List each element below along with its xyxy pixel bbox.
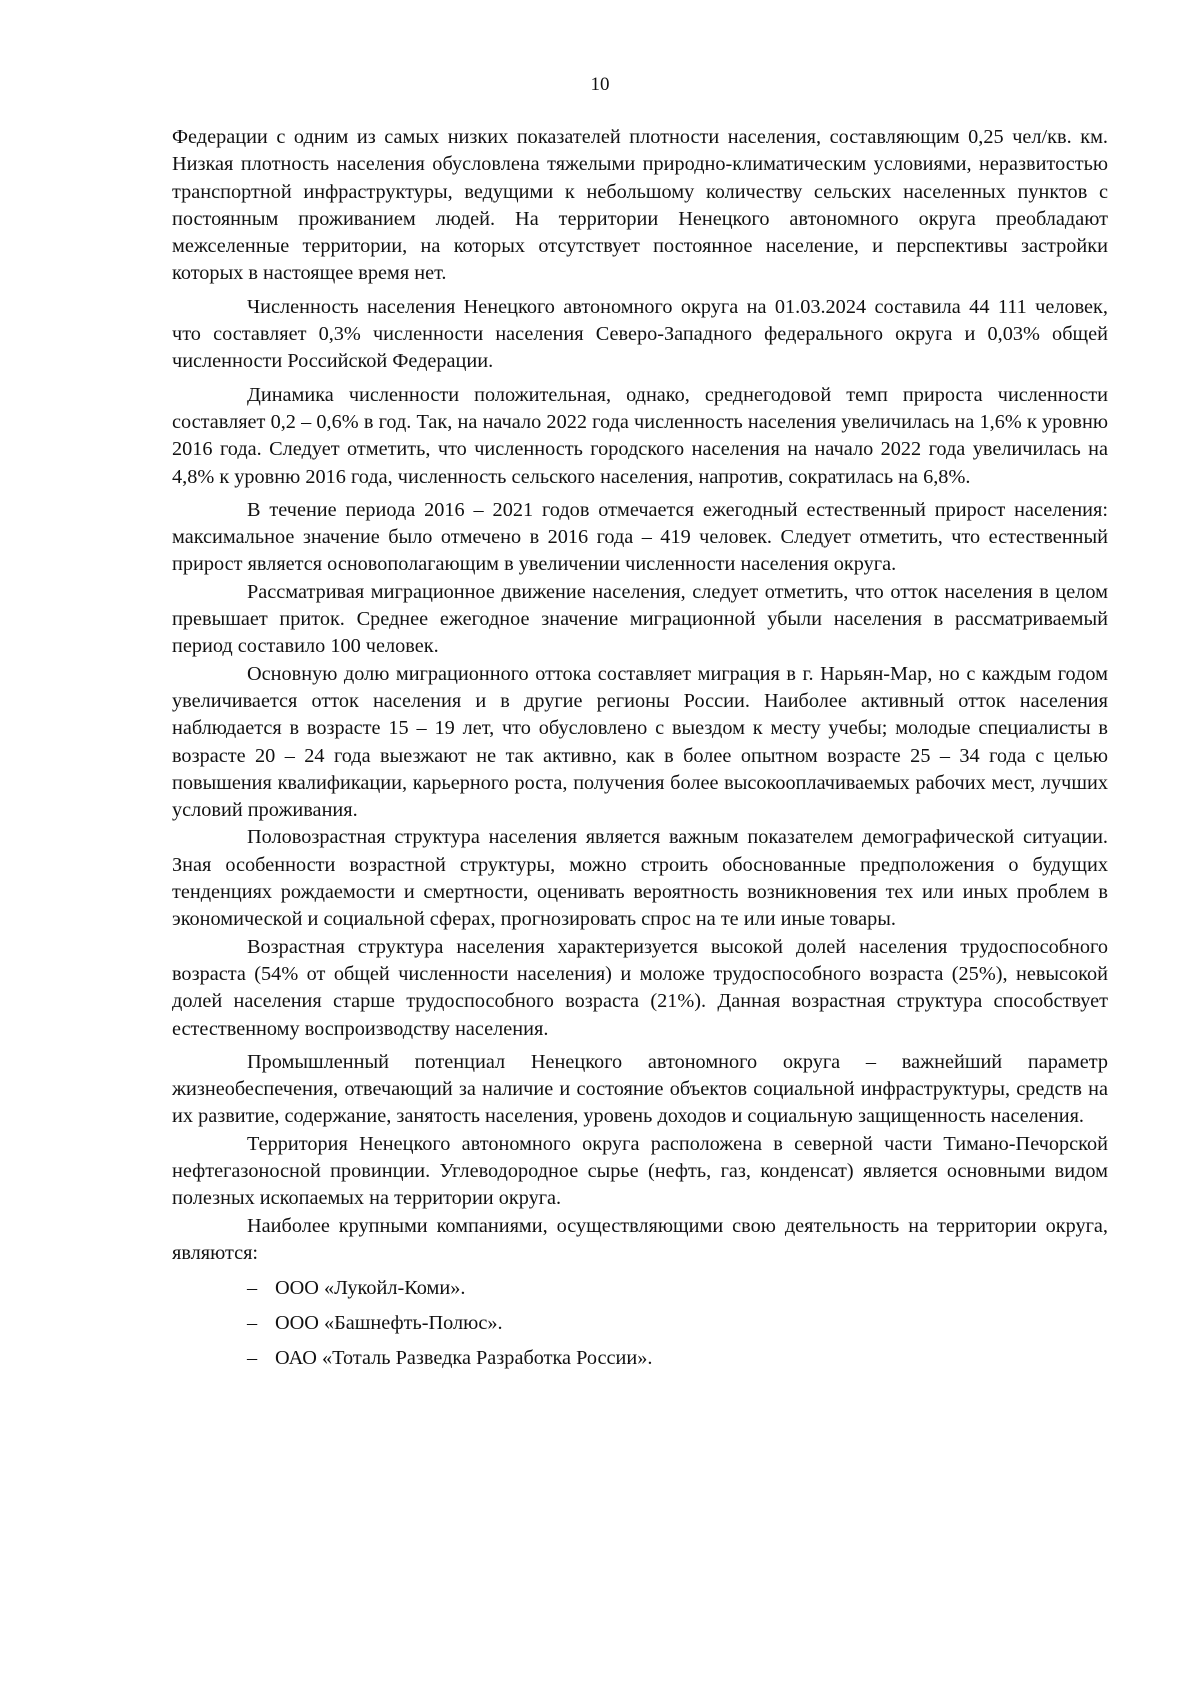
paragraph-age-sex-structure: Половозрастная структура населения является важным показателем демографической ситуации. Зная особенности возрастной структуры, можно строить обоснованные предположения о будущих тенденциях рождаемости и смертности, оценивать вероятность возникновения тех или иных проблем в экономической и социальной сферах, прогнозировать спрос на те или иные товары. — [172, 826, 1108, 931]
list-item — [172, 1345, 1108, 1372]
company-name: ОАО «Тоталь Разведка Разработка России». — [275, 1347, 653, 1370]
company-name: ООО «Лукойл-Коми». — [275, 1277, 466, 1300]
paragraph-companies-intro: Наиболее крупными компаниями, осуществляющими свою деятельность на территории округа, являются: — [172, 1214, 1108, 1264]
list-dash: – — [247, 1312, 258, 1335]
list-item — [172, 1310, 1108, 1337]
paragraph-population-density: Федерации с одним из самых низких показателей плотности населения, составляющим 0,25 чел/кв. км. Низкая плотность населения обусловлена тяжелыми природно-климатическим условиями, неразвитостью транспортной инфраструктуры, ведущими к небольшому количеству сельских населенных пунктов с постоянным проживанием людей. На территории Ненецкого автономного округа преобладают межселенные территории, на которых отсутствует постоянное население, и перспективы застройки которых в настоящее время нет. — [172, 126, 1108, 285]
paragraph-age-structure: Возрастная структура населения характеризуется высокой долей населения трудоспособного возраста (54% от общей численности населения) и моложе трудоспособного возраста (25%), невысокой долей населения старше трудоспособного возраста (21%). Данная возрастная структура способствует естественному воспроизводству населения. — [172, 935, 1108, 1040]
paragraph-natural-growth: В течение периода 2016 – 2021 годов отмечается ежегодный естественный прирост населения: максимальное значение было отмечено в 2016 года – 419 человек. Следует отметить, что естественный прирост является основополагающим в увеличении численности населения округа. — [172, 498, 1108, 576]
paragraph-population-dynamics: Динамика численности положительная, однако, среднегодовой темп прироста численности составляет 0,2 – 0,6% в год. Так, на начало 2022 года численность населения увеличилась на 1,6% к уровню 2016 года. Следует отметить, что численность городского населения на начало 2022 года увеличилась на 4,8% к уровню 2016 года, численность сельского населения, напротив, сократилась на 6,8%. — [172, 383, 1108, 488]
list-dash: – — [247, 1347, 258, 1370]
paragraph-migration: Рассматривая миграционное движение населения, следует отметить, что отток населения в целом превышает приток. Среднее ежегодное значение миграционной убыли населения в рассматриваемый период составило 100 человек. — [172, 580, 1108, 658]
page-number: 10 — [590, 74, 610, 95]
paragraph-population-count: Численность населения Ненецкого автономного округа на 01.03.2024 составила 44 111 человек, что составляет 0,3% численности населения Северо-Западного федерального округа и 0,03% общей численности Российской Федерации. — [172, 295, 1108, 373]
paragraph-industrial-potential: Промышленный потенциал Ненецкого автономного округа – важнейший параметр жизнеобеспечения, отвечающий за наличие и состояние объектов социальной инфраструктуры, средств на их развитие, содержание, занятость населения, уровень доходов и социальную защищенность населения. — [172, 1050, 1108, 1128]
document-body — [172, 124, 1108, 1372]
company-name: ООО «Башнефть-Полюс». — [275, 1312, 503, 1335]
list-dash: – — [247, 1277, 258, 1300]
companies-list — [172, 1275, 1108, 1372]
list-item — [172, 1275, 1108, 1302]
paragraph-territory-resources: Территория Ненецкого автономного округа расположена в северной части Тимано-Печорской нефтегазоносной провинции. Углеводородное сырье (нефть, газ, конденсат) является основными видом полезных ископаемых на территории округа. — [172, 1132, 1108, 1210]
paragraph-migration-outflow: Основную долю миграционного оттока составляет миграция в г. Нарьян-Мар, но с каждым годом увеличивается отток населения и в другие регионы России. Наиболее активный отток населения наблюдается в возрасте 15 – 19 лет, что обусловлено с выездом к месту учебы; молодые специалисты в возрасте 20 – 24 года выезжают не так активно, как в более опытном возрасте 25 – 34 года с целью повышения квалификации, карьерного роста, получения более высокооплачиваемых рабочих мест, лучших условий проживания. — [172, 662, 1108, 822]
